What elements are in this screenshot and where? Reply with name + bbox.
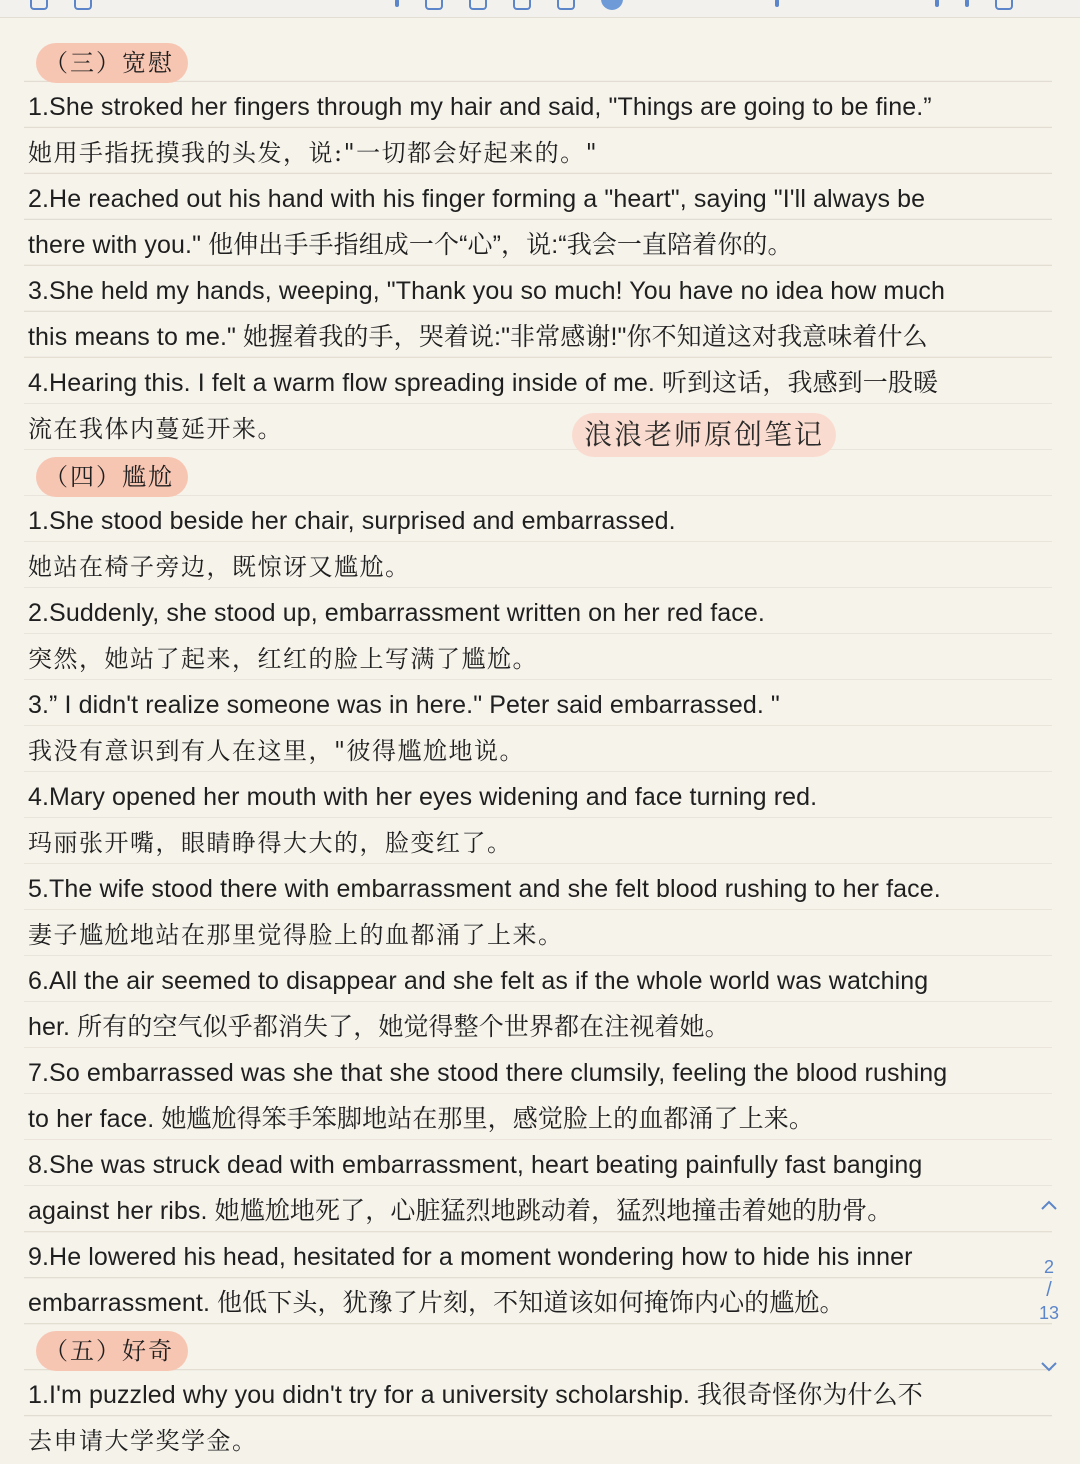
microphone-icon[interactable]	[775, 0, 779, 7]
text-line: against her ribs. 她尴尬地死了，心脏猛烈地跳动着，猛烈地撞击着她的肋骨。	[28, 1197, 893, 1225]
add-icon[interactable]	[935, 0, 939, 7]
more-icon[interactable]	[965, 0, 969, 7]
lasso-icon[interactable]	[513, 0, 531, 10]
total-page-count: 13	[1038, 1303, 1060, 1323]
text-line: 3.” I didn't realize someone was in here." Peter said embarrassed. "	[28, 691, 780, 719]
text-line: 1.I'm puzzled why you didn't try for a university scholarship. 我很奇怪你为什么不	[28, 1381, 923, 1409]
text-line: 3.She held my hands, weeping, "Thank you so much! You have no idea how much	[28, 277, 945, 305]
text-line: 1.She stood beside her chair, surprised and embarrassed.	[28, 507, 676, 535]
section-3-heading: （三）宽慰	[36, 43, 188, 83]
text-line: 5.The wife stood there with embarrassment and she felt blood rushing to her face.	[28, 875, 941, 903]
pager-spacer	[1034, 1216, 1064, 1256]
text-line: 她站在椅子旁边，既惊讶又尴尬。	[28, 553, 411, 581]
pager-spacer	[1034, 1324, 1064, 1356]
eraser-icon[interactable]	[469, 0, 487, 10]
shape-icon[interactable]	[557, 0, 575, 10]
text-line: 玛丽张开嘴，眼睛睁得大大的，脸变红了。	[28, 829, 513, 857]
toolbar-left-group	[30, 0, 92, 12]
text-line: 突然，她站了起来，红红的脸上写满了尴尬。	[28, 645, 538, 673]
text-line: 4.Hearing this. I felt a warm flow spreading inside of me. 听到这话，我感到一股暖	[28, 369, 939, 397]
watermark-label: 浪浪老师原创笔记	[572, 413, 836, 457]
page-navigator	[1034, 1194, 1064, 1378]
chevron-up-icon[interactable]	[1034, 1194, 1064, 1216]
text-line: 妻子尴尬地站在那里觉得脸上的血都涌了上来。	[28, 921, 564, 949]
text-line: embarrassment. 他低下头，犹豫了片刻，不知道该如何掩饰内心的尴尬。	[28, 1289, 845, 1317]
section-5-heading-row	[28, 1326, 1052, 1372]
text-line: 我没有意识到有人在这里，"彼得尴尬地说。	[28, 737, 526, 765]
toolbar	[0, 0, 1080, 18]
note-content	[28, 38, 1052, 1464]
current-page-number: 2	[1043, 1257, 1054, 1277]
note-page	[0, 18, 1080, 1455]
text-line: this means to me." 她握着我的手，哭着说:"非常感谢!"你不知道这对我意味着什么	[28, 323, 928, 351]
color-picker-icon[interactable]	[601, 0, 623, 10]
back-icon[interactable]	[30, 0, 48, 10]
toolbar-right-group	[775, 0, 779, 12]
left-margin	[0, 18, 24, 1440]
text-line: 去申请大学奖学金。	[28, 1427, 258, 1455]
text-line: 2.Suddenly, she stood up, embarrassment written on her red face.	[28, 599, 765, 627]
toolbar-tools-group	[395, 0, 623, 12]
section-4-heading-row	[28, 452, 1052, 498]
text-line: 流在我体内蔓延开来。	[28, 415, 283, 443]
highlighter-icon[interactable]	[425, 0, 443, 10]
text-line: 1.She stroked her fingers through my hair and said, "Things are going to be fine.”	[28, 93, 932, 121]
toolbar-far-right-group	[935, 0, 1013, 12]
pen-icon[interactable]	[395, 0, 399, 7]
text-line: 7.So embarrassed was she that she stood there clumsily, feeling the blood rushing	[28, 1059, 948, 1087]
text-line: her. 所有的空气似乎都消失了，她觉得整个世界都在注视着她。	[28, 1013, 730, 1041]
section-5-heading: （五）好奇	[36, 1331, 188, 1371]
text-line: 6.All the air seemed to disappear and she felt as if the whole world was watching	[28, 967, 929, 995]
text-line: 9.He lowered his head, hesitated for a moment wondering how to hide his inner	[28, 1243, 913, 1271]
text-line: to her face. 她尴尬得笨手笨脚地站在那里，感觉脸上的血都涌了上来。	[28, 1105, 814, 1133]
text-line: 她用手指抚摸我的头发，说:"一切都会好起来的。"	[28, 139, 599, 167]
page-separator: /	[1046, 1279, 1052, 1301]
text-line: 4.Mary opened her mouth with her eyes widening and face turning red.	[28, 783, 818, 811]
document-icon[interactable]	[74, 0, 92, 10]
chevron-down-icon[interactable]	[1034, 1356, 1064, 1378]
pages-icon[interactable]	[995, 0, 1013, 10]
text-line: 8.She was struck dead with embarrassment, heart beating painfully fast banging	[28, 1151, 923, 1179]
section-4-heading: （四）尴尬	[36, 457, 188, 497]
section-3-heading-row	[28, 38, 1052, 84]
text-line: 2.He reached out his hand with his finger forming a "heart", saying "I'll always be	[28, 185, 926, 213]
text-line: there with you." 他伸出手手指组成一个“心”，说:“我会一直陪着你的。	[28, 231, 793, 259]
